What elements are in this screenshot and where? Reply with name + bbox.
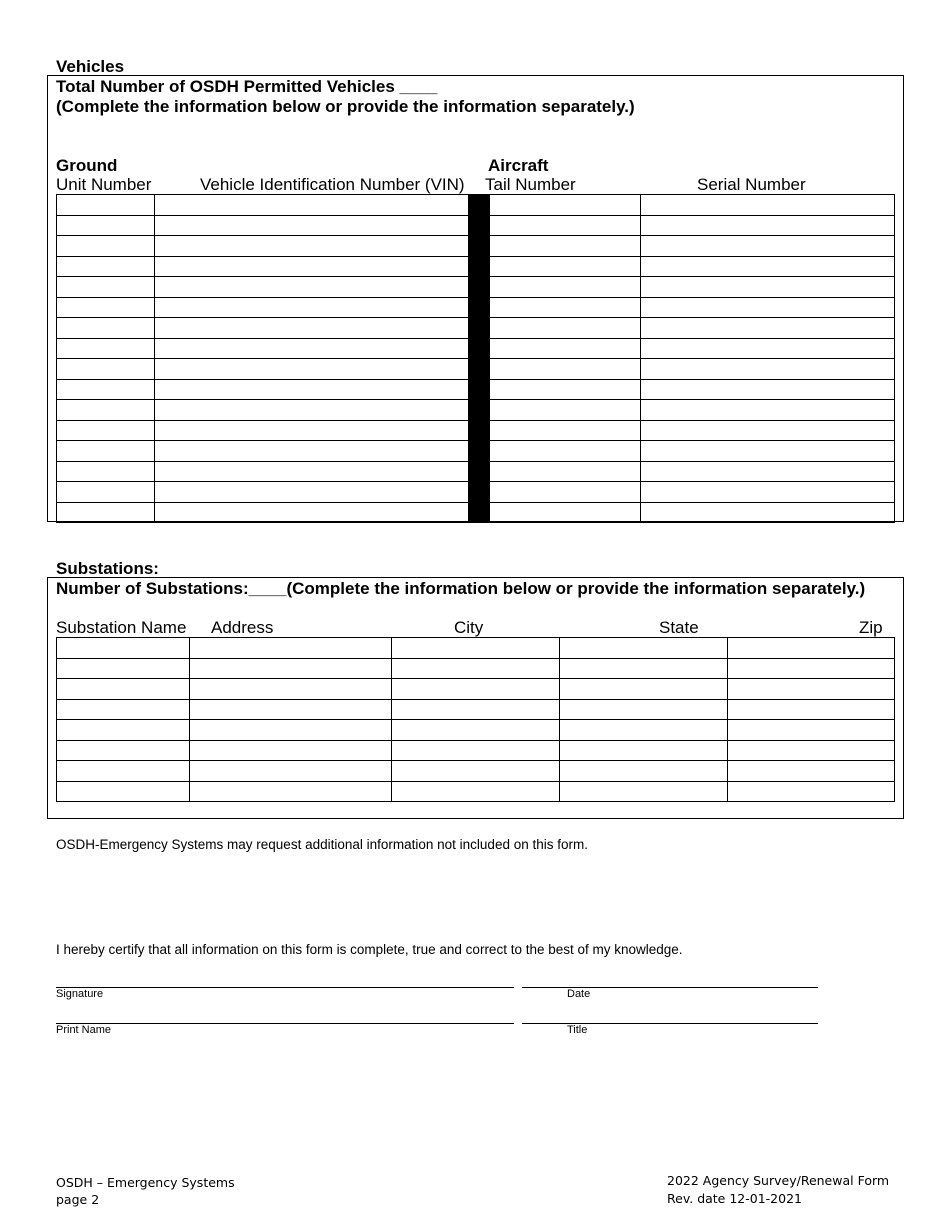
separator-cell [469,318,490,339]
vehicles-instruction: (Complete the information below or provide the information separately.) [56,97,635,116]
vin-cell[interactable] [155,236,469,257]
substations-heading: Substations: [56,559,159,578]
vin-cell[interactable] [155,297,469,318]
tail-number-cell[interactable] [490,215,641,236]
substation-name-cell[interactable] [57,699,190,720]
vin-cell[interactable] [155,502,469,523]
zip-cell[interactable] [728,658,895,679]
city-cell[interactable] [392,699,560,720]
col-serial-number: Serial Number [697,175,806,194]
certification-text: I hereby certify that all information on this form is complete, true and correct to the best of my knowledge. [56,942,683,957]
city-cell[interactable] [392,740,560,761]
substation-name-cell[interactable] [57,638,190,659]
vehicles-table [56,194,895,523]
serial-number-cell[interactable] [641,318,895,339]
zip-cell[interactable] [728,781,895,802]
substations-table [56,637,895,802]
ground-heading: Ground [56,156,118,175]
table-row [57,400,895,421]
vin-cell[interactable] [155,482,469,503]
serial-number-cell[interactable] [641,400,895,421]
address-cell[interactable] [190,740,392,761]
substation-name-cell[interactable] [57,740,190,761]
table-row [57,699,895,720]
substation-name-cell[interactable] [57,761,190,782]
substation-name-cell[interactable] [57,781,190,802]
footer-right-line2: Rev. date 12-01-2021 [667,1191,802,1206]
tail-number-cell[interactable] [490,420,641,441]
vehicles-heading: Vehicles [56,57,125,76]
unit-number-cell[interactable] [57,215,155,236]
vin-cell[interactable] [155,379,469,400]
tail-number-cell[interactable] [490,379,641,400]
city-cell[interactable] [392,781,560,802]
col-zip: Zip [859,618,883,637]
vin-cell[interactable] [155,256,469,277]
separator-cell [469,400,490,421]
unit-number-cell[interactable] [57,441,155,462]
table-row [57,318,895,339]
separator-cell [469,502,490,523]
unit-number-cell[interactable] [57,297,155,318]
table-row [57,482,895,503]
unit-number-cell[interactable] [57,256,155,277]
serial-number-cell[interactable] [641,482,895,503]
table-row [57,359,895,380]
table-row [57,379,895,400]
state-cell[interactable] [560,720,728,741]
separator-cell [469,461,490,482]
table-row [57,236,895,257]
title-label: Title [567,1024,588,1036]
table-row [57,277,895,298]
vin-cell[interactable] [155,461,469,482]
footer-left-line1: OSDH – Emergency Systems [56,1175,235,1190]
table-row [57,420,895,441]
separator-cell [469,215,490,236]
col-state: State [659,618,699,637]
state-cell[interactable] [560,781,728,802]
footer-right-line1: 2022 Agency Survey/Renewal Form [667,1173,890,1188]
address-cell[interactable] [190,658,392,679]
zip-cell[interactable] [728,761,895,782]
vin-cell[interactable] [155,338,469,359]
vin-cell[interactable] [155,215,469,236]
unit-number-cell[interactable] [57,195,155,216]
unit-number-cell[interactable] [57,277,155,298]
serial-number-cell[interactable] [641,379,895,400]
separator-cell [469,338,490,359]
address-cell[interactable] [190,720,392,741]
signature-label: Signature [56,988,104,1000]
zip-cell[interactable] [728,699,895,720]
zip-cell[interactable] [728,638,895,659]
unit-number-cell[interactable] [57,461,155,482]
unit-number-cell[interactable] [57,400,155,421]
zip-cell[interactable] [728,740,895,761]
substation-name-cell[interactable] [57,679,190,700]
substation-name-cell[interactable] [57,720,190,741]
separator-cell [469,359,490,380]
unit-number-cell[interactable] [57,236,155,257]
tail-number-cell[interactable] [490,338,641,359]
notice-text: OSDH-Emergency Systems may request additional information not included on this form. [56,837,588,852]
aircraft-heading: Aircraft [488,156,549,175]
unit-number-cell[interactable] [57,338,155,359]
vehicles-total-label: Total Number of OSDH Permitted Vehicles ____ [56,77,438,96]
separator-cell [469,379,490,400]
unit-number-cell[interactable] [57,379,155,400]
signature-line[interactable] [56,987,514,988]
col-vin: Vehicle Identification Number (VIN) [200,175,465,194]
unit-number-cell[interactable] [57,482,155,503]
unit-number-cell[interactable] [57,359,155,380]
serial-number-cell[interactable] [641,461,895,482]
zip-cell[interactable] [728,720,895,741]
col-substation-name: Substation Name [56,618,187,637]
table-row [57,781,895,802]
state-cell[interactable] [560,638,728,659]
address-cell[interactable] [190,638,392,659]
table-row [57,256,895,277]
print-name-label: Print Name [56,1024,112,1036]
col-city: City [454,618,484,637]
zip-cell[interactable] [728,679,895,700]
serial-number-cell[interactable] [641,277,895,298]
serial-number-cell[interactable] [641,338,895,359]
vin-cell[interactable] [155,441,469,462]
tail-number-cell[interactable] [490,195,641,216]
table-row [57,761,895,782]
state-cell[interactable] [560,658,728,679]
city-cell[interactable] [392,638,560,659]
serial-number-cell[interactable] [641,502,895,523]
tail-number-cell[interactable] [490,256,641,277]
table-row [57,297,895,318]
separator-cell [469,482,490,503]
table-row [57,441,895,462]
tail-number-cell[interactable] [490,236,641,257]
unit-number-cell[interactable] [57,420,155,441]
city-cell[interactable] [392,720,560,741]
table-row [57,461,895,482]
state-cell[interactable] [560,761,728,782]
serial-number-cell[interactable] [641,297,895,318]
tail-number-cell[interactable] [490,318,641,339]
vin-cell[interactable] [155,277,469,298]
tail-number-cell[interactable] [490,441,641,462]
separator-cell [469,277,490,298]
substation-name-cell[interactable] [57,658,190,679]
table-row [57,679,895,700]
table-row [57,720,895,741]
serial-number-cell[interactable] [641,236,895,257]
table-row [57,338,895,359]
tail-number-cell[interactable] [490,400,641,421]
serial-number-cell[interactable] [641,195,895,216]
substations-count-label: Number of Substations:____(Complete the information below or provide the information separately.) [56,579,866,598]
state-cell[interactable] [560,679,728,700]
address-cell[interactable] [190,699,392,720]
date-label: Date [567,988,591,1000]
tail-number-cell[interactable] [490,482,641,503]
vin-cell[interactable] [155,318,469,339]
print-name-line[interactable] [56,1023,514,1024]
serial-number-cell[interactable] [641,441,895,462]
table-row [57,215,895,236]
table-row [57,740,895,761]
tail-number-cell[interactable] [490,277,641,298]
separator-cell [469,236,490,257]
vin-cell[interactable] [155,400,469,421]
unit-number-cell[interactable] [57,318,155,339]
city-cell[interactable] [392,761,560,782]
serial-number-cell[interactable] [641,359,895,380]
vin-cell[interactable] [155,359,469,380]
tail-number-cell[interactable] [490,297,641,318]
vin-cell[interactable] [155,195,469,216]
footer-left-line2: page 2 [56,1192,100,1207]
col-tail-number: Tail Number [485,175,576,194]
unit-number-cell[interactable] [57,502,155,523]
city-cell[interactable] [392,658,560,679]
tail-number-cell[interactable] [490,502,641,523]
state-cell[interactable] [560,740,728,761]
state-cell[interactable] [560,699,728,720]
tail-number-cell[interactable] [490,359,641,380]
separator-cell [469,420,490,441]
address-cell[interactable] [190,781,392,802]
table-row [57,502,895,523]
separator-cell [469,441,490,462]
serial-number-cell[interactable] [641,420,895,441]
tail-number-cell[interactable] [490,461,641,482]
vin-cell[interactable] [155,420,469,441]
separator-cell [469,195,490,216]
city-cell[interactable] [392,679,560,700]
table-row [57,658,895,679]
address-cell[interactable] [190,761,392,782]
serial-number-cell[interactable] [641,256,895,277]
serial-number-cell[interactable] [641,215,895,236]
address-cell[interactable] [190,679,392,700]
col-address: Address [211,618,274,637]
table-row [57,638,895,659]
separator-cell [469,297,490,318]
col-unit-number: Unit Number [56,175,152,194]
separator-cell [469,256,490,277]
table-row [57,195,895,216]
